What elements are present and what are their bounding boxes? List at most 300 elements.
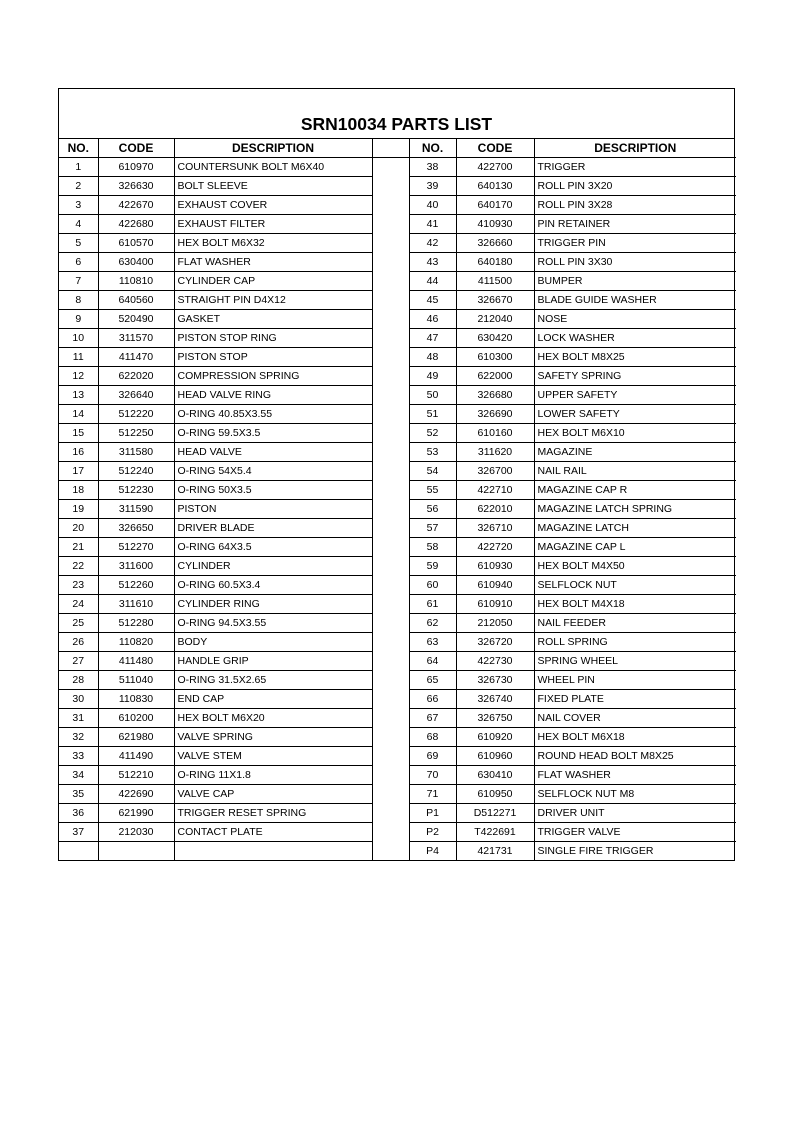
column-gap	[372, 196, 409, 215]
part-code: 610300	[456, 348, 534, 367]
column-gap	[372, 728, 409, 747]
part-description: WHEEL PIN	[534, 671, 736, 690]
right-no-header: NO.	[409, 139, 456, 158]
column-gap	[372, 215, 409, 234]
part-description: VALVE STEM	[174, 747, 372, 766]
part-code: 311590	[98, 500, 174, 519]
part-number: 63	[409, 633, 456, 652]
part-description: PISTON	[174, 500, 372, 519]
part-number: 15	[59, 424, 98, 443]
column-gap	[372, 595, 409, 614]
part-number: 38	[409, 158, 456, 177]
table-row	[59, 709, 736, 728]
part-description: DRIVER BLADE	[174, 519, 372, 538]
column-gap	[372, 405, 409, 424]
part-description: NOSE	[534, 310, 736, 329]
part-number: 47	[409, 329, 456, 348]
part-description: NAIL COVER	[534, 709, 736, 728]
part-number: 70	[409, 766, 456, 785]
part-number: 44	[409, 272, 456, 291]
part-code: 422670	[98, 196, 174, 215]
part-description: O-RING 59.5X3.5	[174, 424, 372, 443]
table-row	[59, 785, 736, 804]
part-number	[59, 842, 98, 861]
table-row	[59, 804, 736, 823]
part-code: 622000	[456, 367, 534, 386]
part-description: SPRING WHEEL	[534, 652, 736, 671]
table-row	[59, 234, 736, 253]
part-number: 16	[59, 443, 98, 462]
part-description: FIXED PLATE	[534, 690, 736, 709]
part-code: 512260	[98, 576, 174, 595]
part-number: 37	[59, 823, 98, 842]
part-number: 45	[409, 291, 456, 310]
column-gap	[372, 785, 409, 804]
part-number: P4	[409, 842, 456, 861]
part-description: NAIL RAIL	[534, 462, 736, 481]
part-description: BLADE GUIDE WASHER	[534, 291, 736, 310]
part-description: HEX BOLT M4X18	[534, 595, 736, 614]
table-row	[59, 595, 736, 614]
left-no-header: NO.	[59, 139, 98, 158]
part-description: GASKET	[174, 310, 372, 329]
parts-list-sheet	[58, 88, 735, 861]
part-description: HEX BOLT M6X18	[534, 728, 736, 747]
part-code: 512210	[98, 766, 174, 785]
page-title: SRN10034 PARTS LIST	[300, 114, 493, 134]
part-description: NAIL FEEDER	[534, 614, 736, 633]
part-number: 52	[409, 424, 456, 443]
column-gap	[372, 291, 409, 310]
right-description-header: DESCRIPTION	[534, 139, 736, 158]
part-code: 512280	[98, 614, 174, 633]
part-description: CYLINDER	[174, 557, 372, 576]
part-description: SAFETY SPRING	[534, 367, 736, 386]
part-description: MAGAZINE	[534, 443, 736, 462]
part-number: 10	[59, 329, 98, 348]
part-number: 33	[59, 747, 98, 766]
part-code: 110830	[98, 690, 174, 709]
column-gap	[372, 842, 409, 861]
part-code: 422710	[456, 481, 534, 500]
table-row	[59, 500, 736, 519]
column-gap	[372, 652, 409, 671]
part-code: 411500	[456, 272, 534, 291]
part-number: 4	[59, 215, 98, 234]
part-code: 640130	[456, 177, 534, 196]
part-code: 621990	[98, 804, 174, 823]
table-row	[59, 690, 736, 709]
part-code: 610950	[456, 785, 534, 804]
part-code: 311620	[456, 443, 534, 462]
part-number: 64	[409, 652, 456, 671]
column-gap	[372, 424, 409, 443]
part-number: 48	[409, 348, 456, 367]
table-row	[59, 405, 736, 424]
part-code: 422720	[456, 538, 534, 557]
table-row	[59, 367, 736, 386]
part-description: ROLL SPRING	[534, 633, 736, 652]
part-description: BODY	[174, 633, 372, 652]
column-gap	[372, 557, 409, 576]
part-number: 62	[409, 614, 456, 633]
part-code: 512220	[98, 405, 174, 424]
part-code: 422680	[98, 215, 174, 234]
part-code: 422690	[98, 785, 174, 804]
part-description: HEX BOLT M8X25	[534, 348, 736, 367]
part-code: 511040	[98, 671, 174, 690]
part-description: EXHAUST FILTER	[174, 215, 372, 234]
part-description: FLAT WASHER	[534, 766, 736, 785]
part-code: 411470	[98, 348, 174, 367]
part-number: 65	[409, 671, 456, 690]
part-code: 311570	[98, 329, 174, 348]
part-code: 212040	[456, 310, 534, 329]
column-gap	[372, 386, 409, 405]
part-code: 621980	[98, 728, 174, 747]
part-description: BOLT SLEEVE	[174, 177, 372, 196]
part-description: O-RING 94.5X3.55	[174, 614, 372, 633]
part-number: 22	[59, 557, 98, 576]
part-number: 18	[59, 481, 98, 500]
table-row	[59, 329, 736, 348]
part-code: 421731	[456, 842, 534, 861]
part-description: EXHAUST COVER	[174, 196, 372, 215]
part-code: 326750	[456, 709, 534, 728]
part-description: CONTACT PLATE	[174, 823, 372, 842]
column-gap	[372, 823, 409, 842]
part-code: 520490	[98, 310, 174, 329]
part-description: HEX BOLT M6X10	[534, 424, 736, 443]
table-row	[59, 557, 736, 576]
part-number: 9	[59, 310, 98, 329]
column-gap	[372, 519, 409, 538]
table-row	[59, 272, 736, 291]
part-number: 31	[59, 709, 98, 728]
column-gap	[372, 690, 409, 709]
part-code: 411490	[98, 747, 174, 766]
part-description: HANDLE GRIP	[174, 652, 372, 671]
part-description: SELFLOCK NUT M8	[534, 785, 736, 804]
part-code: 326650	[98, 519, 174, 538]
column-gap	[372, 443, 409, 462]
part-description: BUMPER	[534, 272, 736, 291]
part-number: 55	[409, 481, 456, 500]
part-code: D512271	[456, 804, 534, 823]
part-number: 23	[59, 576, 98, 595]
column-gap	[372, 310, 409, 329]
part-code: 326740	[456, 690, 534, 709]
table-row	[59, 519, 736, 538]
column-gap	[372, 329, 409, 348]
part-description: O-RING 40.85X3.55	[174, 405, 372, 424]
part-code	[98, 842, 174, 861]
part-description: MAGAZINE CAP L	[534, 538, 736, 557]
part-number: 51	[409, 405, 456, 424]
part-number: 6	[59, 253, 98, 272]
left-description-header: DESCRIPTION	[174, 139, 372, 158]
part-description: MAGAZINE LATCH SPRING	[534, 500, 736, 519]
part-number: 57	[409, 519, 456, 538]
part-code: 326660	[456, 234, 534, 253]
part-description: DRIVER UNIT	[534, 804, 736, 823]
table-row	[59, 462, 736, 481]
part-number: 60	[409, 576, 456, 595]
part-number: P1	[409, 804, 456, 823]
part-code: 640560	[98, 291, 174, 310]
part-description: TRIGGER PIN	[534, 234, 736, 253]
part-description: ROLL PIN 3X30	[534, 253, 736, 272]
part-code: 422730	[456, 652, 534, 671]
part-code: 326730	[456, 671, 534, 690]
part-code: 610970	[98, 158, 174, 177]
part-description: LOWER SAFETY	[534, 405, 736, 424]
part-description: ROUND HEAD BOLT M8X25	[534, 747, 736, 766]
part-code: 422700	[456, 158, 534, 177]
part-description: HEX BOLT M4X50	[534, 557, 736, 576]
column-gap	[372, 538, 409, 557]
column-gap	[372, 367, 409, 386]
table-row	[59, 747, 736, 766]
part-code: 610570	[98, 234, 174, 253]
part-number: 53	[409, 443, 456, 462]
table-row	[59, 291, 736, 310]
right-code-header: CODE	[456, 139, 534, 158]
part-number: 59	[409, 557, 456, 576]
part-number: 36	[59, 804, 98, 823]
part-number: 24	[59, 595, 98, 614]
part-code: 326720	[456, 633, 534, 652]
part-number: 25	[59, 614, 98, 633]
part-code: T422691	[456, 823, 534, 842]
part-number: P2	[409, 823, 456, 842]
table-row	[59, 633, 736, 652]
part-code: 622020	[98, 367, 174, 386]
part-number: 50	[409, 386, 456, 405]
column-gap	[372, 614, 409, 633]
part-number: 54	[409, 462, 456, 481]
part-number: 46	[409, 310, 456, 329]
part-code: 212050	[456, 614, 534, 633]
part-code: 110820	[98, 633, 174, 652]
table-row	[59, 538, 736, 557]
part-code: 610910	[456, 595, 534, 614]
part-description: SINGLE FIRE TRIGGER	[534, 842, 736, 861]
part-number: 35	[59, 785, 98, 804]
part-description: COMPRESSION SPRING	[174, 367, 372, 386]
part-code: 640170	[456, 196, 534, 215]
part-description: O-RING 31.5X2.65	[174, 671, 372, 690]
column-gap	[372, 272, 409, 291]
table-row	[59, 614, 736, 633]
table-row	[59, 481, 736, 500]
part-code: 512250	[98, 424, 174, 443]
part-description: MAGAZINE LATCH	[534, 519, 736, 538]
part-description: O-RING 50X3.5	[174, 481, 372, 500]
part-description: ROLL PIN 3X28	[534, 196, 736, 215]
column-gap	[372, 709, 409, 728]
part-description: HEX BOLT M6X32	[174, 234, 372, 253]
part-number: 5	[59, 234, 98, 253]
part-number: 41	[409, 215, 456, 234]
part-code: 610160	[456, 424, 534, 443]
table-row	[59, 158, 736, 177]
part-code: 512270	[98, 538, 174, 557]
part-number: 40	[409, 196, 456, 215]
table-row	[59, 386, 736, 405]
part-code: 326700	[456, 462, 534, 481]
part-code: 311580	[98, 443, 174, 462]
part-code: 411480	[98, 652, 174, 671]
part-number: 19	[59, 500, 98, 519]
part-description: HEX BOLT M6X20	[174, 709, 372, 728]
table-row	[59, 424, 736, 443]
part-number: 30	[59, 690, 98, 709]
table-row	[59, 842, 736, 861]
part-code: 610200	[98, 709, 174, 728]
part-description: FLAT WASHER	[174, 253, 372, 272]
part-description: CYLINDER RING	[174, 595, 372, 614]
part-description: O-RING 64X3.5	[174, 538, 372, 557]
part-description: CYLINDER CAP	[174, 272, 372, 291]
part-code: 610940	[456, 576, 534, 595]
part-number: 26	[59, 633, 98, 652]
part-number: 7	[59, 272, 98, 291]
part-description: TRIGGER	[534, 158, 736, 177]
part-description: PISTON STOP RING	[174, 329, 372, 348]
part-code: 622010	[456, 500, 534, 519]
column-gap	[372, 462, 409, 481]
part-number: 13	[59, 386, 98, 405]
part-code: 326710	[456, 519, 534, 538]
part-description: VALVE CAP	[174, 785, 372, 804]
part-code: 610920	[456, 728, 534, 747]
part-number: 61	[409, 595, 456, 614]
column-gap	[372, 234, 409, 253]
part-code: 326670	[456, 291, 534, 310]
column-gap	[372, 633, 409, 652]
column-gap	[372, 671, 409, 690]
column-gap	[372, 253, 409, 272]
part-code: 410930	[456, 215, 534, 234]
table-row	[59, 728, 736, 747]
part-code: 512240	[98, 462, 174, 481]
part-code: 610930	[456, 557, 534, 576]
column-gap	[372, 747, 409, 766]
part-number: 12	[59, 367, 98, 386]
column-gap	[372, 804, 409, 823]
title-row	[59, 89, 734, 139]
part-code: 630420	[456, 329, 534, 348]
part-description: END CAP	[174, 690, 372, 709]
part-number: 20	[59, 519, 98, 538]
part-code: 326630	[98, 177, 174, 196]
part-code: 640180	[456, 253, 534, 272]
part-number: 11	[59, 348, 98, 367]
part-code: 110810	[98, 272, 174, 291]
column-gap	[372, 177, 409, 196]
part-description: UPPER SAFETY	[534, 386, 736, 405]
part-number: 67	[409, 709, 456, 728]
part-number: 71	[409, 785, 456, 804]
part-description: SELFLOCK NUT	[534, 576, 736, 595]
table-row	[59, 576, 736, 595]
part-description: VALVE SPRING	[174, 728, 372, 747]
part-code: 326680	[456, 386, 534, 405]
part-code: 212030	[98, 823, 174, 842]
part-code: 630400	[98, 253, 174, 272]
table-row	[59, 196, 736, 215]
part-number: 28	[59, 671, 98, 690]
part-number: 69	[409, 747, 456, 766]
part-description: HEAD VALVE RING	[174, 386, 372, 405]
column-gap	[372, 139, 409, 158]
part-description	[174, 842, 372, 861]
part-code: 326690	[456, 405, 534, 424]
part-code: 512230	[98, 481, 174, 500]
table-row	[59, 823, 736, 842]
column-gap	[372, 766, 409, 785]
column-gap	[372, 158, 409, 177]
part-code: 326640	[98, 386, 174, 405]
part-code: 630410	[456, 766, 534, 785]
part-description: ROLL PIN 3X20	[534, 177, 736, 196]
column-gap	[372, 481, 409, 500]
header-row	[59, 139, 736, 158]
part-number: 42	[409, 234, 456, 253]
table-row	[59, 671, 736, 690]
column-gap	[372, 576, 409, 595]
table-row	[59, 310, 736, 329]
part-description: LOCK WASHER	[534, 329, 736, 348]
part-number: 58	[409, 538, 456, 557]
part-description: TRIGGER RESET SPRING	[174, 804, 372, 823]
part-description: PISTON STOP	[174, 348, 372, 367]
part-number: 66	[409, 690, 456, 709]
left-code-header: CODE	[98, 139, 174, 158]
part-description: O-RING 11X1.8	[174, 766, 372, 785]
part-description: MAGAZINE CAP R	[534, 481, 736, 500]
part-number: 17	[59, 462, 98, 481]
table-row	[59, 348, 736, 367]
table-row	[59, 443, 736, 462]
part-number: 32	[59, 728, 98, 747]
table-row	[59, 253, 736, 272]
part-number: 43	[409, 253, 456, 272]
part-number: 56	[409, 500, 456, 519]
part-number: 49	[409, 367, 456, 386]
part-number: 8	[59, 291, 98, 310]
part-code: 311610	[98, 595, 174, 614]
part-number: 27	[59, 652, 98, 671]
part-number: 39	[409, 177, 456, 196]
part-number: 2	[59, 177, 98, 196]
table-row	[59, 215, 736, 234]
part-number: 14	[59, 405, 98, 424]
table-row	[59, 177, 736, 196]
part-description: O-RING 54X5.4	[174, 462, 372, 481]
part-description: O-RING 60.5X3.4	[174, 576, 372, 595]
part-description: PIN RETAINER	[534, 215, 736, 234]
part-number: 3	[59, 196, 98, 215]
part-code: 311600	[98, 557, 174, 576]
parts-table	[59, 139, 736, 860]
part-number: 68	[409, 728, 456, 747]
part-number: 34	[59, 766, 98, 785]
table-row	[59, 766, 736, 785]
column-gap	[372, 500, 409, 519]
part-description: TRIGGER VALVE	[534, 823, 736, 842]
